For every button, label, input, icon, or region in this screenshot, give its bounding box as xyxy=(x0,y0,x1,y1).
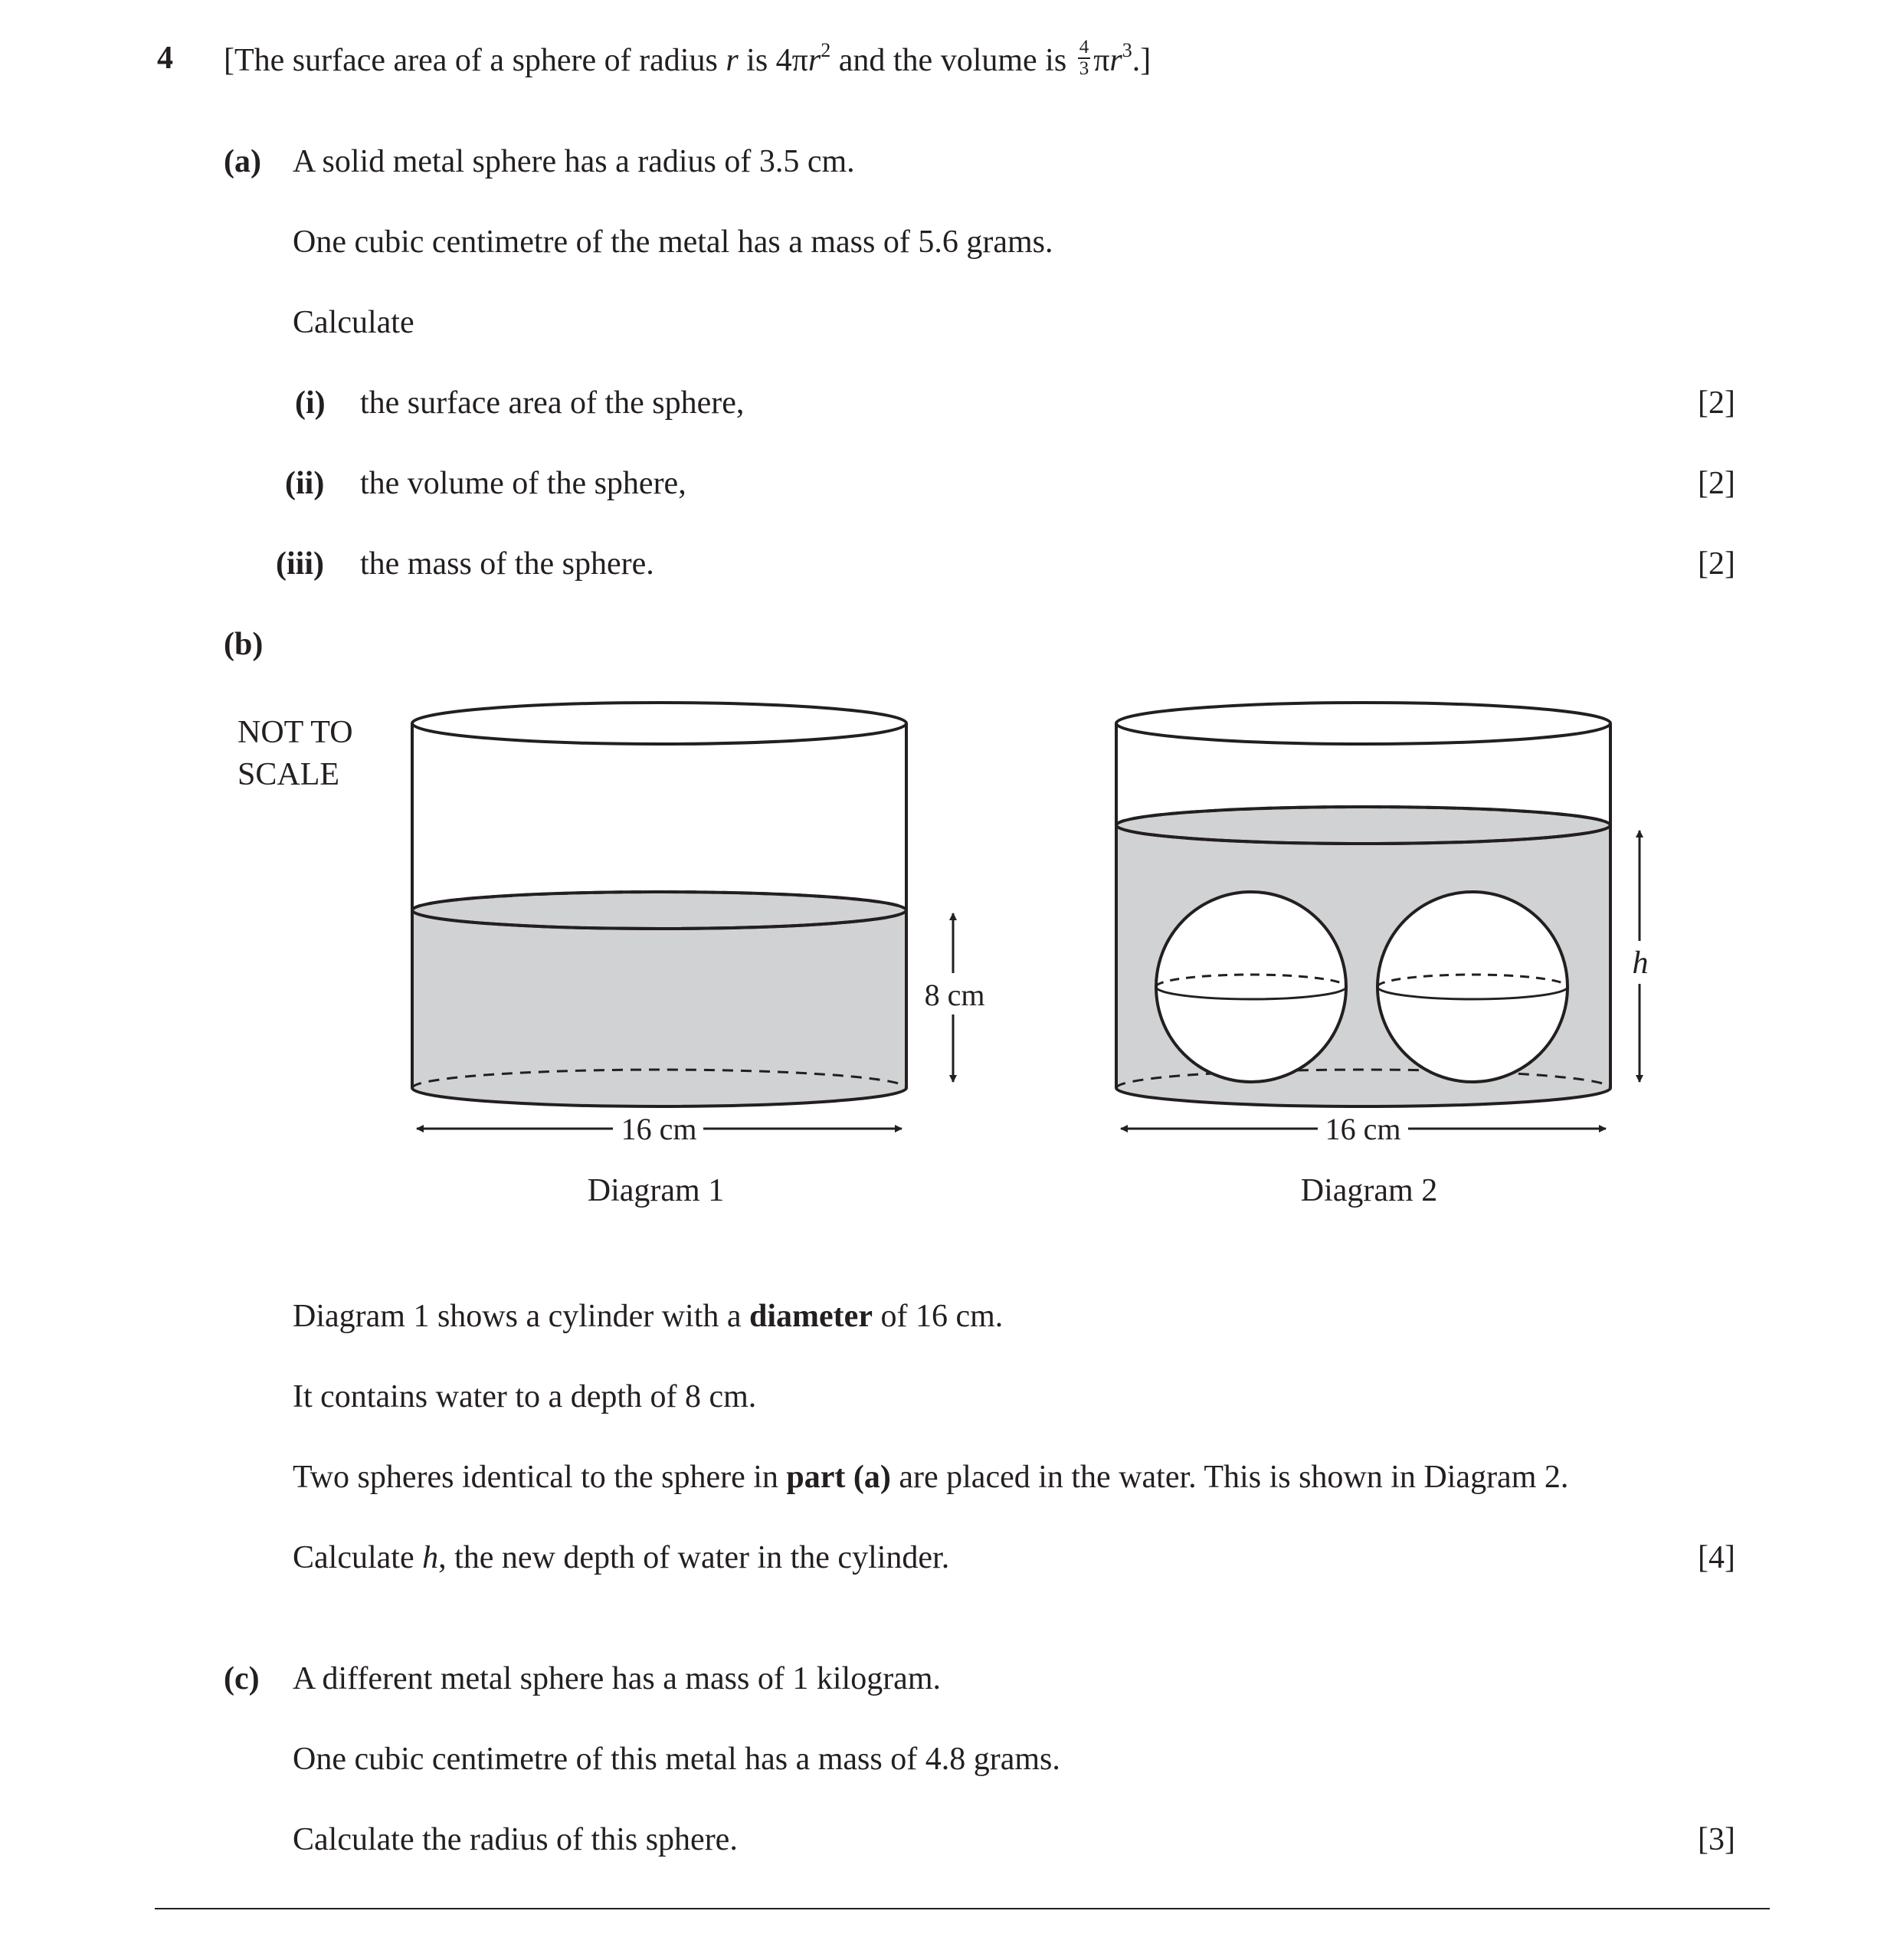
formula-var-r-cube: r xyxy=(1109,42,1122,78)
part-a-ii-label: (ii) xyxy=(285,466,325,501)
part-c-line3: Calculate the radius of this sphere. xyxy=(293,1822,738,1857)
part-b-line1-bold: diameter xyxy=(749,1299,873,1334)
formula-square: 2 xyxy=(821,38,831,61)
part-a-ii-text: the volume of the sphere, xyxy=(360,466,686,501)
fraction-denominator: 3 xyxy=(1079,58,1089,80)
part-b-line4-var: h xyxy=(422,1540,439,1575)
formula-var-r-sq: r xyxy=(808,42,821,78)
d2-caption: Diagram 2 xyxy=(1300,1173,1438,1208)
not-to-scale-line2: SCALE xyxy=(238,757,340,792)
diagram-2 xyxy=(1116,703,1610,1106)
d2-rim xyxy=(1116,703,1610,744)
formula-text-open: [The surface area of a sphere of radius xyxy=(224,42,718,78)
part-b-line2: It contains water to a depth of 8 cm. xyxy=(293,1379,757,1414)
part-a-line2: One cubic centimetre of the metal has a mass of 5.6 grams. xyxy=(293,225,1053,260)
sphere-right xyxy=(1378,892,1568,1082)
part-a-label: (a) xyxy=(224,144,261,179)
part-b-line1-pre: Diagram 1 shows a cylinder with a xyxy=(293,1299,742,1334)
d1-caption: Diagram 1 xyxy=(587,1173,725,1208)
part-b-line4-pre: Calculate xyxy=(293,1540,414,1575)
page-bottom-rule xyxy=(155,1908,1770,1909)
part-b-line3-bold: part (a) xyxy=(786,1460,891,1495)
part-a-ii-marks: [2] xyxy=(1698,466,1735,501)
formula-text-close: .] xyxy=(1132,42,1151,78)
part-c-line1: A different metal sphere has a mass of 1 kilogram. xyxy=(293,1661,941,1696)
formula-text-and: and the volume is xyxy=(838,42,1067,78)
formula-text-is: is 4π xyxy=(746,42,808,78)
part-b-label: (b) xyxy=(224,627,264,662)
part-b-line1 xyxy=(293,1300,1003,1332)
part-b-marks: [4] xyxy=(1698,1540,1735,1575)
part-c-label: (c) xyxy=(224,1661,260,1696)
d1-water-body xyxy=(412,910,906,1106)
part-b-line3 xyxy=(293,1461,1568,1493)
part-a-line3: Calculate xyxy=(293,305,414,340)
part-c-line2: One cubic centimetre of this metal has a mass of 4.8 grams. xyxy=(293,1742,1060,1777)
part-a-iii-label: (iii) xyxy=(276,546,324,582)
part-a-i-marks: [2] xyxy=(1698,385,1735,421)
formula-pi: π xyxy=(1093,42,1110,78)
fraction-numerator: 4 xyxy=(1078,38,1091,59)
part-c-marks: [3] xyxy=(1698,1822,1735,1857)
diagram-1 xyxy=(412,703,906,1106)
d2-height-label: h xyxy=(1632,946,1649,981)
part-b-line4 xyxy=(293,1542,949,1574)
not-to-scale-line1: NOT TO xyxy=(238,715,353,750)
d1-rim xyxy=(412,703,906,744)
part-b-line3-post: are placed in the water. This is shown in Diagram 2. xyxy=(899,1460,1569,1495)
formula-var-r: r xyxy=(726,42,739,78)
d1-width-label: 16 cm xyxy=(621,1112,697,1146)
part-a-iii-text: the mass of the sphere. xyxy=(360,546,654,582)
part-b-line3-pre: Two spheres identical to the sphere in xyxy=(293,1460,778,1495)
part-b-line1-post: of 16 cm. xyxy=(880,1299,1004,1334)
part-a-i-label: (i) xyxy=(295,385,326,421)
d2-width-label: 16 cm xyxy=(1325,1112,1401,1146)
part-a-line1: A solid metal sphere has a radius of 3.5 cm. xyxy=(293,144,855,179)
part-b-line4-post: , the new depth of water in the cylinder. xyxy=(438,1540,950,1575)
part-a-iii-marks: [2] xyxy=(1698,546,1735,582)
part-a-i-text: the surface area of the sphere, xyxy=(360,385,745,421)
sphere-left xyxy=(1156,892,1346,1082)
question-number: 4 xyxy=(157,41,173,76)
d1-depth-label: 8 cm xyxy=(924,978,985,1012)
formula-cube: 3 xyxy=(1122,38,1132,61)
